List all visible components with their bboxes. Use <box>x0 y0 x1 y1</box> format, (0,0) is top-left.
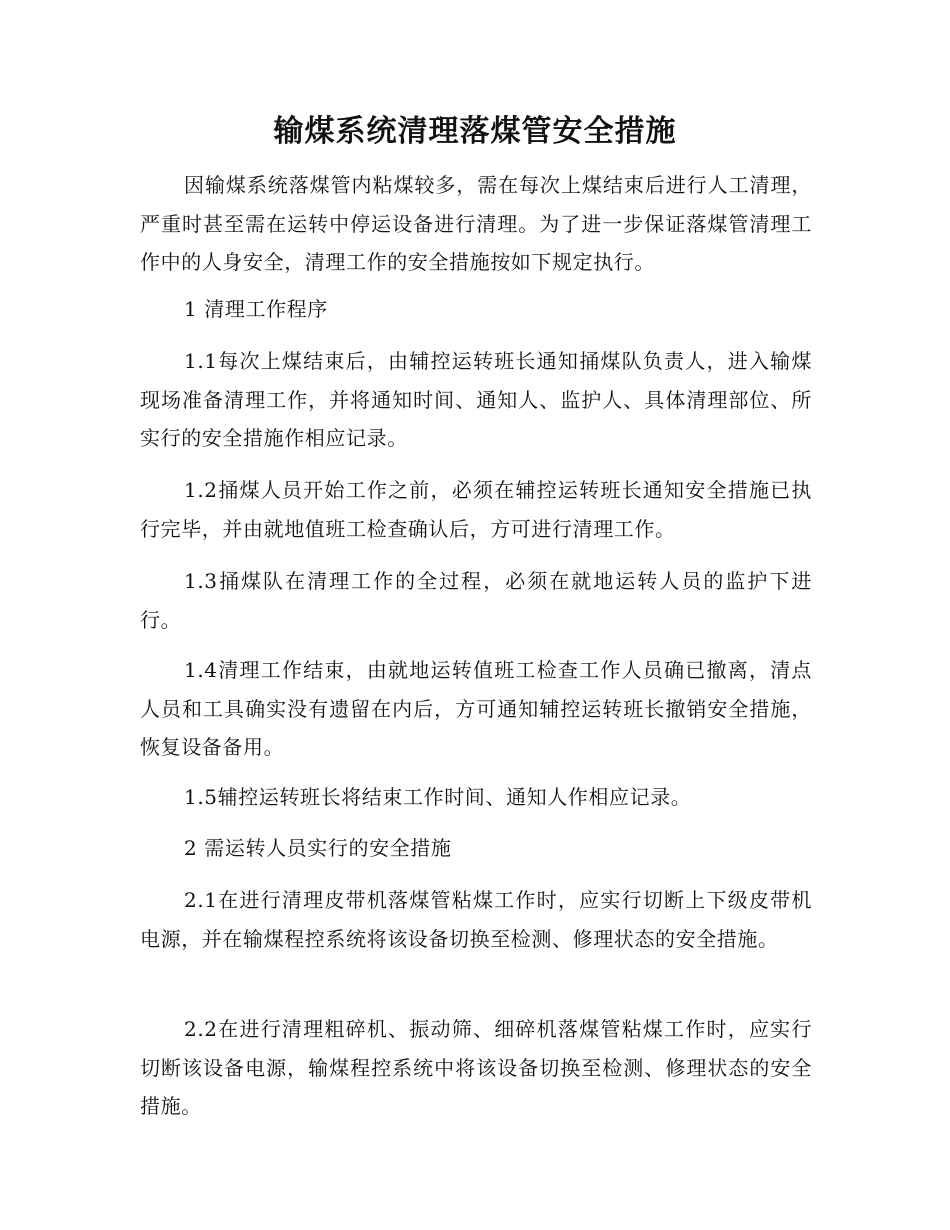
paragraph-1-1: 1.1每次上煤结束后，由辅控运转班长通知捅煤队负责人，进入输煤现场准备清理工作，并将通知时间、通知人、监护人、具体清理部位、所实行的安全措施作相应记录。 <box>140 349 812 450</box>
paragraph-2-1: 2.1在进行清理皮带机落煤管粘煤工作时，应实行切断上下级皮带机电源，并在输煤程控系统将该设备切换至检测、修理状态的安全措施。 <box>140 888 812 951</box>
section-heading-1: 1 清理工作程序 <box>184 297 328 321</box>
paragraph-1-2: 1.2捅煤人员开始工作之前，必须在辅控运转班长通知安全措施已执行完毕，并由就地值班工检查确认后，方可进行清理工作。 <box>140 478 812 541</box>
intro-paragraph: 因输煤系统落煤管内粘煤较多，需在每次上煤结束后进行人工清理，严重时甚至需在运转中停运设备进行清理。为了进一步保证落煤管清理工作中的人身安全，清理工作的安全措施按如下规定执行。 <box>140 173 812 274</box>
paragraph-1-5: 1.5辅控运转班长将结束工作时间、通知人作相应记录。 <box>184 785 692 809</box>
paragraph-1-4: 1.4清理工作结束，由就地运转值班工检查工作人员确已撤离，清点人员和工具确实没有遗留在内后，方可通知辅控运转班长撤销安全措施，恢复设备备用。 <box>140 658 812 759</box>
document-title: 输煤系统清理落煤管安全措施 <box>273 114 677 149</box>
paragraph-2-2: 2.2在进行清理粗碎机、振动筛、细碎机落煤管粘煤工作时，应实行切断该设备电源，输煤程控系统中将该设备切换至检测、修理状态的安全措施。 <box>140 1017 812 1118</box>
section-heading-2: 2 需运转人员实行的安全措施 <box>184 836 452 860</box>
paragraph-1-3: 1.3捅煤队在清理工作的全过程，必须在就地运转人员的监护下进行。 <box>140 569 812 632</box>
